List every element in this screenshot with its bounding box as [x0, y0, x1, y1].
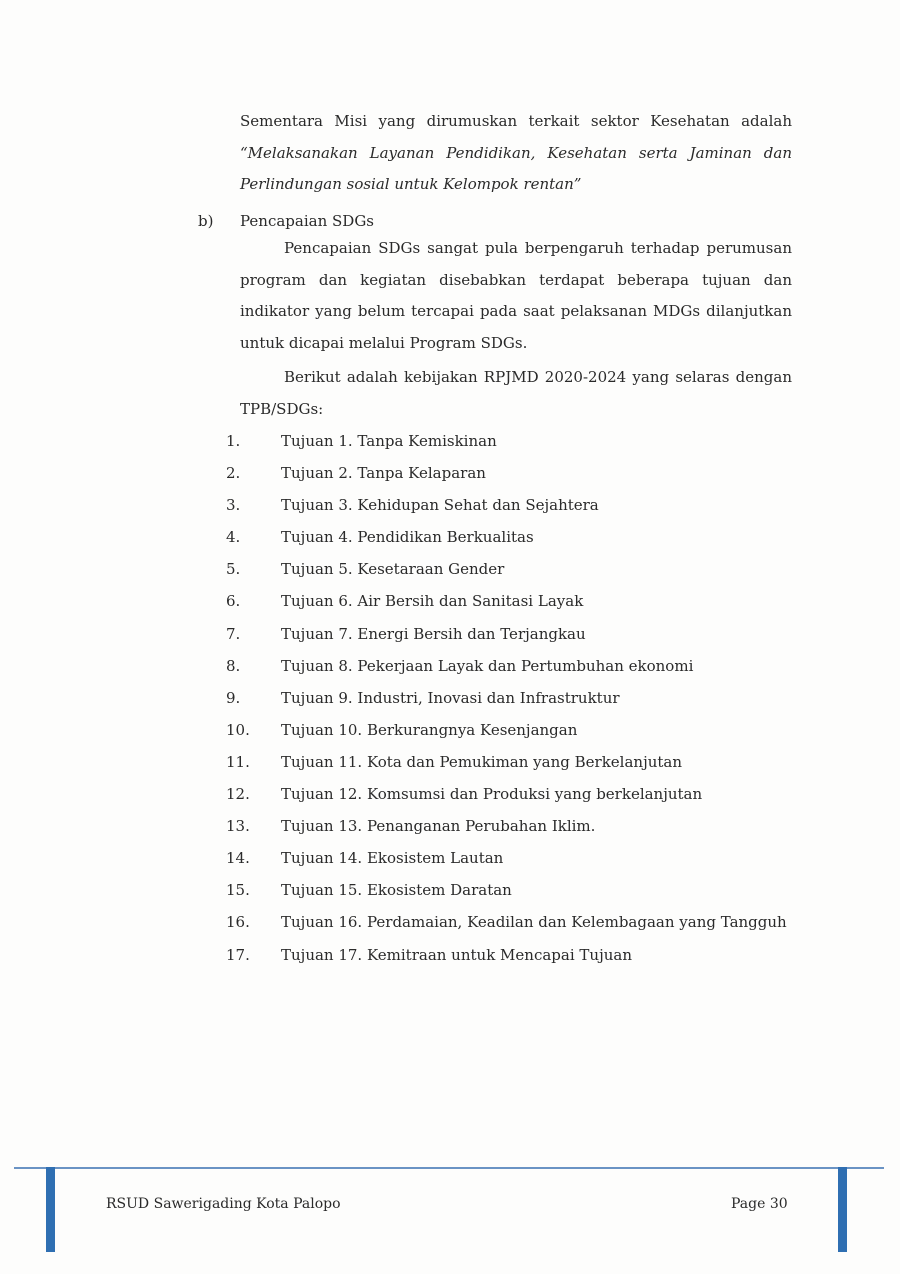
- list-text: Tujuan 13. Penanganan Perubahan Iklim.: [281, 817, 596, 836]
- mission-paragraph: [240, 106, 792, 201]
- list-item: [226, 810, 806, 842]
- list-item: [226, 874, 806, 906]
- list-item: [226, 842, 806, 874]
- list-number: 4.: [226, 528, 241, 547]
- sdg-achievement-paragraph: [240, 233, 792, 359]
- list-item: [226, 650, 806, 682]
- list-item: [226, 778, 806, 810]
- list-text: Tujuan 16. Perdamaian, Keadilan dan Kelembagaan yang Tangguh: [281, 913, 787, 932]
- mission-line-3: Perlindungan sosial untuk Kelompok rentan”: [240, 175, 582, 193]
- list-number: 1.: [226, 432, 241, 450]
- list-text: Tujuan 5. Kesetaraan Gender: [281, 560, 505, 579]
- list-number: 14.: [226, 849, 250, 868]
- list-number: 13.: [226, 817, 250, 836]
- footer-left-bar: [46, 1167, 55, 1252]
- sdg-goals-list: [226, 425, 806, 971]
- list-text: Tujuan 4. Pendidikan Berkualitas: [281, 528, 534, 547]
- footer-page-number: Page 30: [731, 1196, 788, 1212]
- list-number: 2.: [226, 464, 241, 483]
- list-item: [226, 906, 806, 938]
- list-number: 15.: [226, 881, 250, 900]
- list-item: [226, 585, 806, 617]
- para1-line-3: indikator yang belum tercapai pada saat pelaksanan MDGs dilanjutkan: [240, 302, 792, 320]
- list-item: [226, 553, 806, 585]
- list-number: 11.: [226, 752, 250, 771]
- section-b-marker: b): [198, 212, 214, 230]
- list-number: 6.: [226, 592, 241, 611]
- list-number: 16.: [226, 913, 250, 932]
- list-item: [226, 746, 806, 778]
- list-text: Tujuan 15. Ekosistem Daratan: [281, 881, 512, 900]
- list-number: 9.: [226, 688, 241, 707]
- list-number: 12.: [226, 785, 250, 804]
- list-text: Tujuan 2. Tanpa Kelaparan: [281, 464, 486, 483]
- list-text: Tujuan 8. Pekerjaan Layak dan Pertumbuhan ekonomi: [281, 656, 694, 675]
- para1-line-4: untuk dicapai melalui Program SDGs.: [240, 333, 528, 352]
- list-number: 10.: [226, 720, 250, 739]
- list-text: Tujuan 3. Kehidupan Sehat dan Sejahtera: [281, 496, 599, 515]
- list-text: Tujuan 9. Industri, Inovasi dan Infrastruktur: [281, 688, 620, 707]
- list-item: [226, 425, 806, 457]
- mission-line-2: “Melaksanakan Layanan Pendidikan, Kesehatan serta Jaminan dan: [240, 143, 792, 162]
- para1-line-1: Pencapaian SDGs sangat pula berpengaruh terhadap perumusan: [284, 239, 792, 257]
- para2-line-1: Berikut adalah kebijakan RPJMD 2020-2024 yang selaras dengan: [284, 368, 792, 386]
- section-b-title: Pencapaian SDGs: [240, 212, 374, 230]
- list-item: [226, 714, 806, 746]
- list-text: Tujuan 10. Berkurangnya Kesenjangan: [281, 720, 578, 739]
- list-number: 7.: [226, 624, 241, 643]
- list-item: [226, 618, 806, 650]
- list-text: Tujuan 11. Kota dan Pemukiman yang Berkelanjutan: [281, 752, 683, 771]
- rpjmd-paragraph: [240, 362, 792, 425]
- list-text: Tujuan 12. Komsumsi dan Produksi yang berkelanjutan: [281, 785, 703, 804]
- list-text: Tujuan 17. Kemitraan untuk Mencapai Tujuan: [281, 945, 632, 964]
- list-item: [226, 939, 806, 971]
- list-text: Tujuan 6. Air Bersih dan Sanitasi Layak: [281, 592, 584, 611]
- list-item: [226, 521, 806, 553]
- mission-line-1: Sementara Misi yang dirumuskan terkait sektor Kesehatan adalah: [240, 112, 792, 130]
- list-item: [226, 457, 806, 489]
- footer-institution: RSUD Sawerigading Kota Palopo: [106, 1196, 341, 1212]
- list-item: [226, 489, 806, 521]
- list-item: [226, 682, 806, 714]
- list-text: Tujuan 14. Ekosistem Lautan: [281, 849, 504, 868]
- list-number: 8.: [226, 656, 241, 675]
- list-number: 17.: [226, 945, 250, 964]
- list-number: 5.: [226, 560, 241, 579]
- list-text: Tujuan 1. Tanpa Kemiskinan: [281, 432, 497, 450]
- list-number: 3.: [226, 496, 241, 515]
- footer-right-bar: [838, 1167, 847, 1252]
- list-text: Tujuan 7. Energi Bersih dan Terjangkau: [281, 624, 586, 643]
- para2-line-2: TPB/SDGs:: [240, 399, 324, 418]
- footer-divider: [14, 1167, 884, 1169]
- para1-line-2: program dan kegiatan disebabkan terdapat beberapa tujuan dan: [240, 270, 792, 289]
